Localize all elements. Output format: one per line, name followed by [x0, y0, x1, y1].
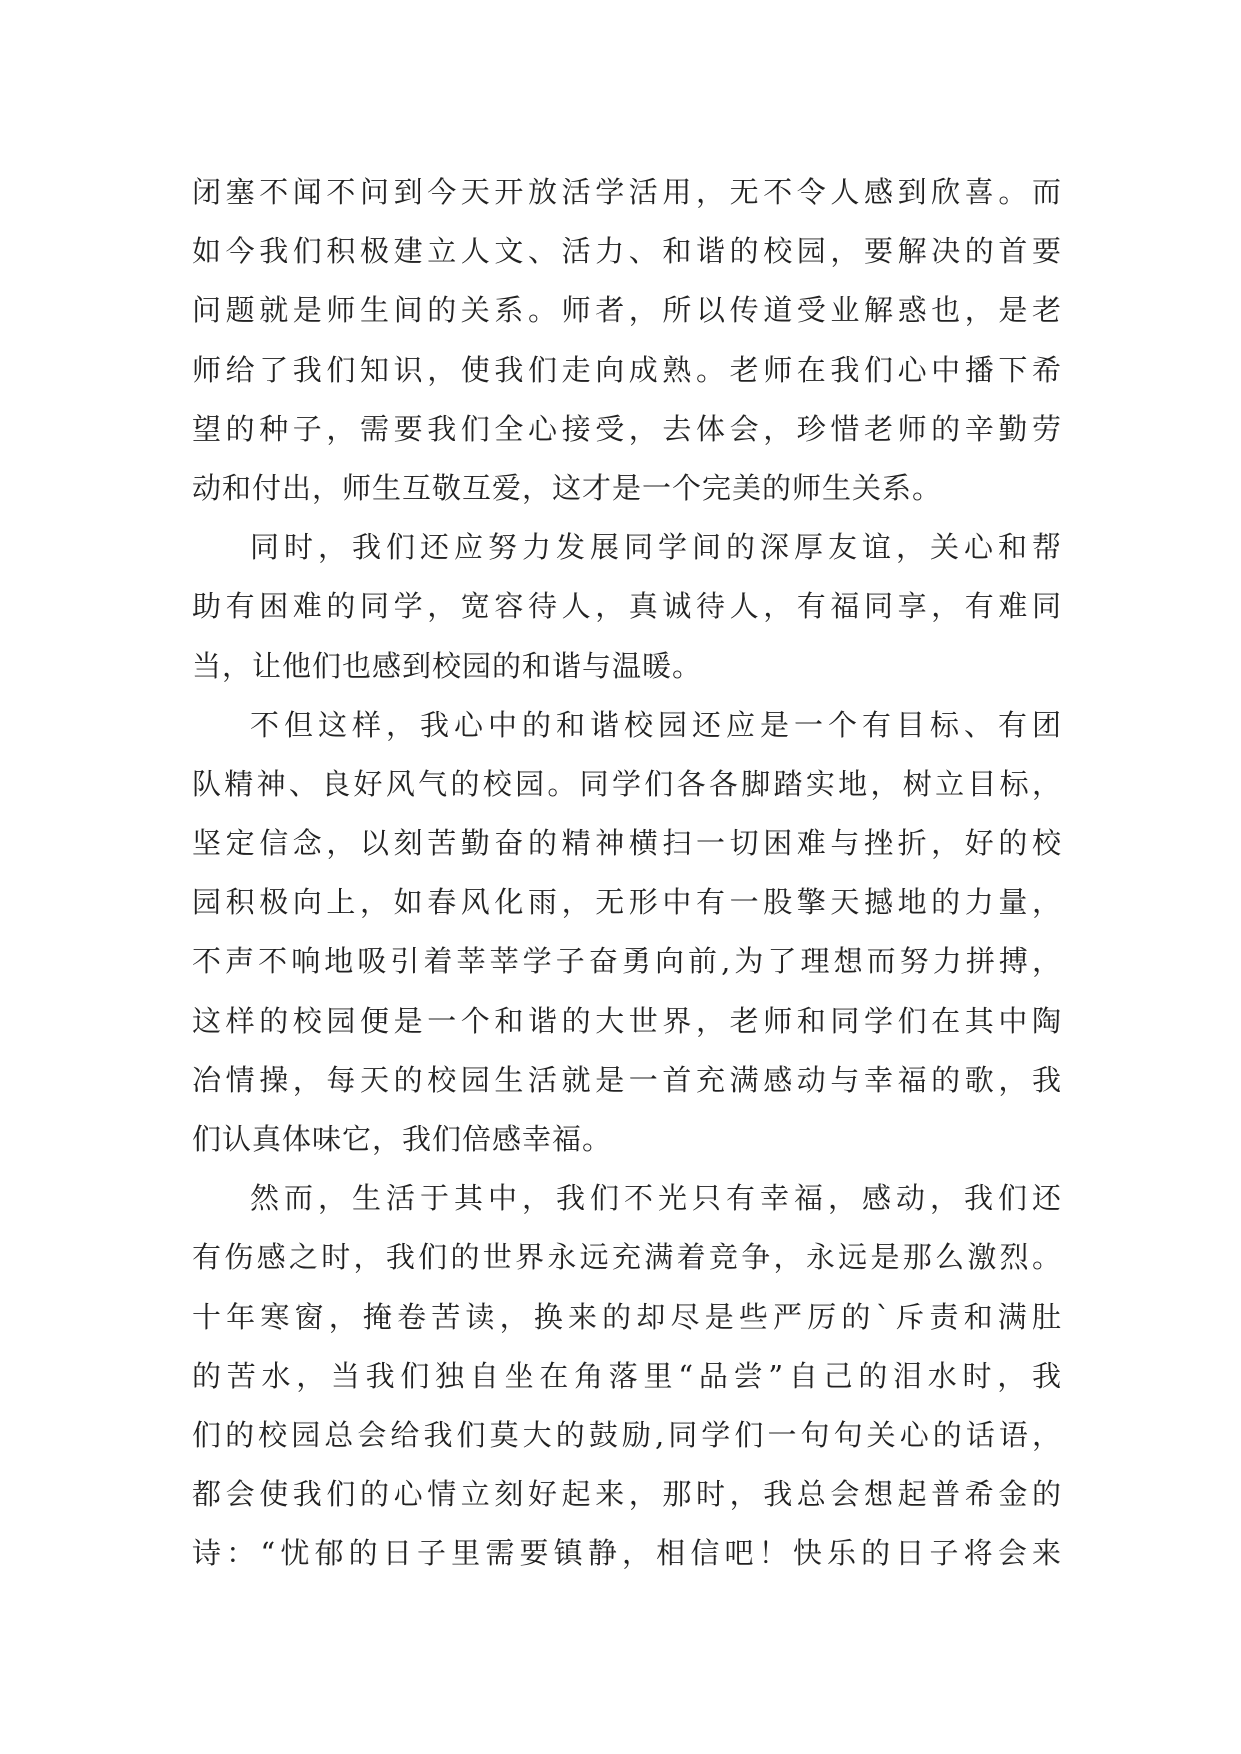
paragraph: [192, 1169, 1062, 1583]
text-line: 坚定信念，以刻苦勤奋的精神横扫一切困难与挫折，好的校: [192, 826, 1062, 861]
text-line: 同时，我们还应努力发展同学间的深厚友谊，关心和帮: [250, 530, 1062, 565]
paragraph: [192, 163, 1062, 518]
text-line: 师给了我们知识，使我们走向成熟。老师在我们心中播下希: [192, 352, 1062, 387]
text-line: 都会使我们的心情立刻好起来，那时，我总会想起普希金的: [192, 1477, 1062, 1512]
text-line: 助有困难的同学，宽容待人，真诚待人，有福同享，有难同: [192, 589, 1062, 624]
text-line: 动和付出，师生互敬互爱，这才是一个完美的师生关系。: [192, 470, 943, 505]
text-line: 不声不响地吸引着莘莘学子奋勇向前,为了理想而努力拼搏，: [192, 944, 1062, 979]
paragraph: [192, 696, 1062, 1170]
text-line: 这样的校园便是一个和谐的大世界，老师和同学们在其中陶: [192, 1003, 1062, 1038]
text-line: 当，让他们也感到校园的和谐与温暖。: [192, 648, 703, 683]
text-line: 望的种子，需要我们全心接受，去体会，珍惜老师的辛勤劳: [192, 411, 1062, 446]
text-line: 们的校园总会给我们莫大的鼓励,同学们一句句关心的话语，: [192, 1417, 1062, 1452]
text-line: 的苦水，当我们独自坐在角落里“品尝”自己的泪水时，我: [192, 1358, 1062, 1393]
paragraph: [192, 518, 1062, 696]
text-line: 有伤感之时，我们的世界永远充满着竞争，永远是那么激烈。: [192, 1240, 1062, 1275]
text-line: 不但这样，我心中的和谐校园还应是一个有目标、有团: [250, 707, 1062, 742]
text-line: 如今我们积极建立人文、活力、和谐的校园，要解决的首要: [192, 234, 1062, 269]
text-line: 问题就是师生间的关系。师者，所以传道受业解惑也，是老: [192, 293, 1062, 328]
text-line: 然而，生活于其中，我们不光只有幸福，感动，我们还: [250, 1181, 1062, 1216]
text-line: 诗：“忧郁的日子里需要镇静，相信吧！快乐的日子将会来: [192, 1536, 1062, 1571]
body-text: [192, 163, 1062, 1584]
text-line: 冶情操，每天的校园生活就是一首充满感动与幸福的歌，我: [192, 1062, 1062, 1097]
text-line: 十年寒窗，掩卷苦读，换来的却尽是些严厉的`斥责和满肚: [192, 1299, 1062, 1334]
text-line: 们认真体味它，我们倍感幸福。: [192, 1122, 613, 1156]
text-line: 闭塞不闻不问到今天开放活学活用，无不令人感到欣喜。而: [192, 175, 1062, 209]
text-line: 园积极向上，如春风化雨，无形中有一股擎天撼地的力量，: [192, 885, 1062, 920]
text-line: 队精神、良好风气的校园。同学们各各脚踏实地，树立目标，: [192, 766, 1062, 801]
